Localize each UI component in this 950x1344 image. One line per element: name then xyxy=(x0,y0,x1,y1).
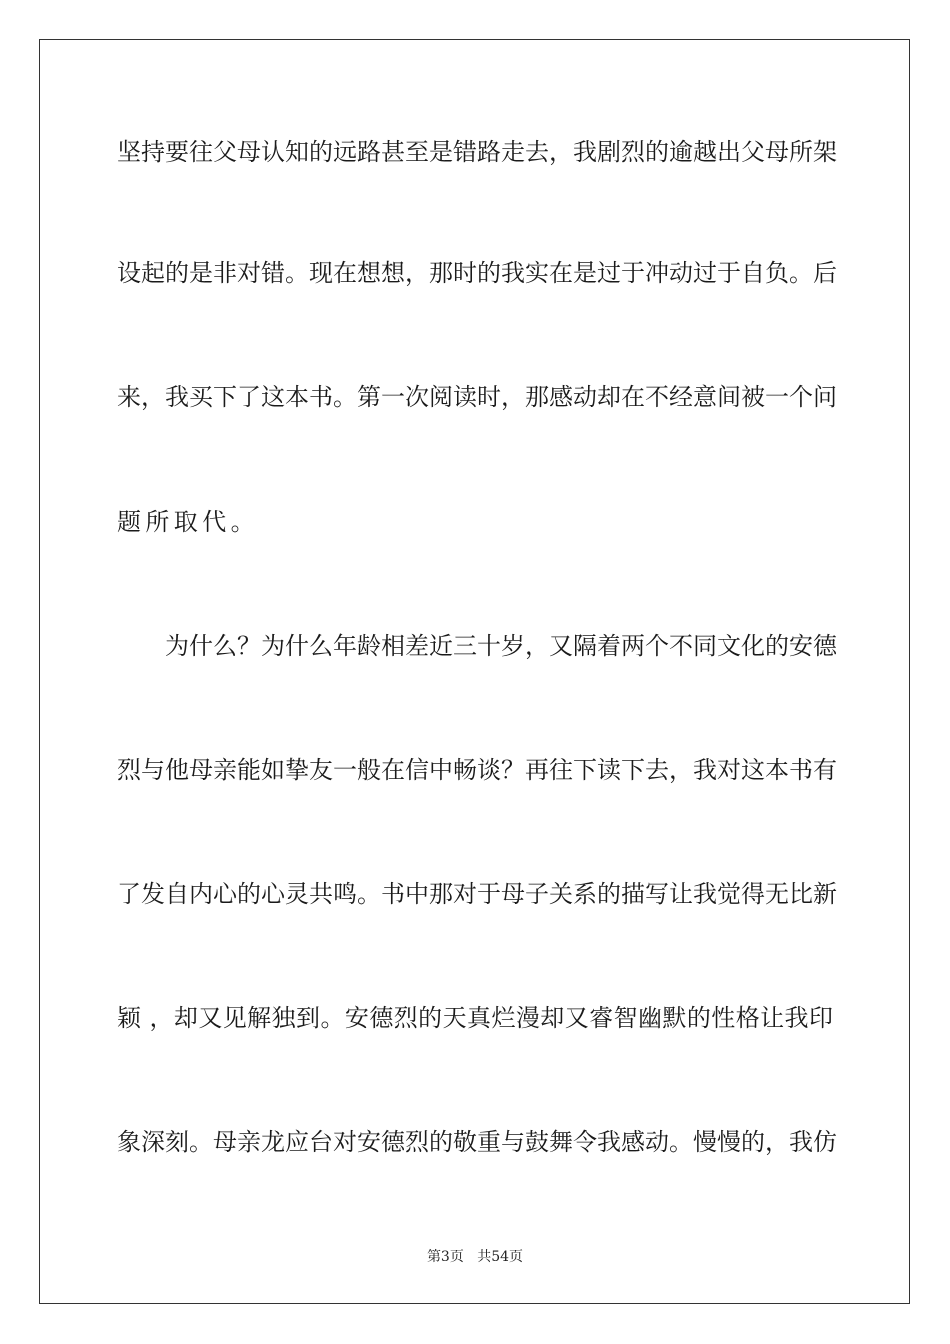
body-text-line: 了发自内心的心灵共鸣。书中那对于母子关系的描写让我觉得无比新 xyxy=(117,880,837,908)
paragraph-first-line: 为什么？为什么年龄相差近三十岁，又隔着两个不同文化的安德 xyxy=(165,632,837,660)
body-text-line: 题所取代。 xyxy=(117,508,259,536)
body-text-line: 坚持要往父母认知的远路甚至是错路走去，我剧烈的逾越出父母所架 xyxy=(117,138,837,166)
total-pages: 共54页 xyxy=(477,1249,524,1265)
page-border xyxy=(39,39,910,1304)
body-text-line: 来，我买下了这本书。第一次阅读时，那感动却在不经意间被一个问 xyxy=(117,383,837,411)
page-number: 第3页 xyxy=(426,1249,464,1265)
body-text-line: 颖 ，却又见解独到。安德烈的天真烂漫却又睿智幽默的性格让我印 xyxy=(117,1004,833,1032)
page-footer xyxy=(0,1248,950,1266)
body-text-line: 设起的是非对错。现在想想，那时的我实在是过于冲动过于自负。后 xyxy=(117,259,837,287)
body-text-line: 烈与他母亲能如挚友一般在信中畅谈？再往下读下去，我对这本书有 xyxy=(117,756,837,784)
body-text-line: 象深刻。母亲龙应台对安德烈的敬重与鼓舞令我感动。慢慢的，我仿 xyxy=(117,1128,837,1156)
